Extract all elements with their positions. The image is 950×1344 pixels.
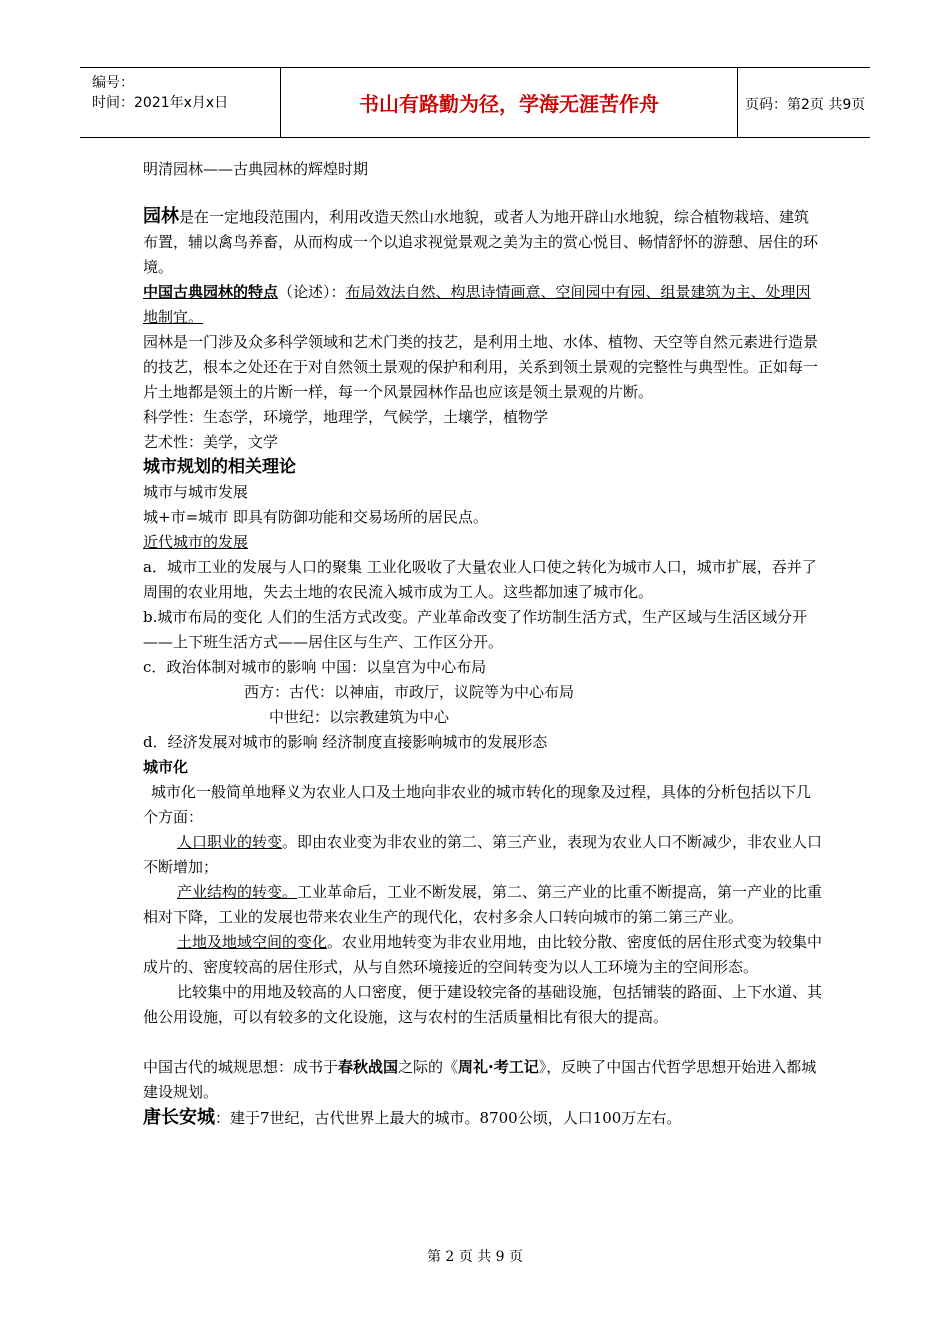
term-spring-autumn: 春秋战国 xyxy=(338,1058,399,1076)
paragraph-text: 。即由农业变为非农业的第二、第三产业，表现为农业人口不断减少，非农业人口不断增加； xyxy=(143,833,823,876)
paragraph-garden-definition xyxy=(143,204,823,280)
paragraph-city-development: 城市与城市发展 xyxy=(143,483,249,501)
heading-city-planning: 城市规划的相关理论 xyxy=(143,457,296,477)
paragraph-density: 比较集中的用地及较高的人口密度，便于建设较完备的基础设施，包括铺装的路面、上下水道、其他公用设施，可以有较多的文化设施，这与农村的生活质量相比有很大的提高。 xyxy=(143,983,823,1026)
paragraph-item-c: c．政治体制对城市的影响 中国：以皇宫为中心布局 xyxy=(143,658,487,676)
term-features: 中国古典园林的特点 xyxy=(143,283,279,301)
header-meta xyxy=(80,68,280,137)
paragraph-city-definition: 城+市=城市 即具有防御功能和交易场所的居民点。 xyxy=(143,508,488,526)
text-segment: 》，反映了中国古代哲学思想开始进入都城建设规划。 xyxy=(143,1058,817,1101)
note-text: （论述）： xyxy=(278,283,346,301)
text-segment: 中国古代的城规思想：成书于 xyxy=(143,1058,339,1076)
paragraph-west: 西方：古代：以神庙，市政厅，议院等为中心布局 xyxy=(244,683,575,701)
document-body xyxy=(143,157,823,1131)
term-occupation: 人口职业的转变 xyxy=(177,833,283,851)
paragraph-text: 。农业用地转变为非农业用地，由比较分散、密度低的居住形式变为较集中成片的、密度较高的居住形式，从与自然环境接近的空间转变为以人工环境为主的空间形态。 xyxy=(143,933,823,976)
paragraph-item-d: d．经济发展对城市的影响 经济制度直接影响城市的发展形态 xyxy=(143,733,548,751)
paragraph-medieval: 中世纪：以宗教建筑为中心 xyxy=(269,708,450,726)
features-text: 布局效法自然、构思诗情画意、空间园中有园、组景建筑为主、处理因地制宜。 xyxy=(143,283,811,326)
term-industry: 产业结构的转变。 xyxy=(177,883,298,901)
paragraph-text: 工业革命后，工业不断发展，第二、第三产业的比重不断提高，第一产业的比重相对下降，工业的发展也带来农业生产的现代化，农村多余人口转向城市的第二第三产业。 xyxy=(143,883,823,926)
paragraph-occupation xyxy=(143,830,823,880)
term-zhouli: 周礼·考工记 xyxy=(458,1058,539,1076)
term-land: 土地及地域空间的变化 xyxy=(177,933,328,951)
serial-label: 编号： xyxy=(92,75,134,91)
paragraph-land xyxy=(143,930,823,980)
term-changan: 唐长安城 xyxy=(143,1107,215,1128)
paragraph-ancient-planning xyxy=(143,1055,823,1105)
paragraph-industry xyxy=(143,880,823,930)
paragraph-changan xyxy=(143,1105,823,1131)
subheading-modern-city: 近代城市的发展 xyxy=(143,533,249,551)
paragraph-art: 艺术性：美学，文学 xyxy=(143,433,279,451)
header-page-number: 页码：第2页 共9页 xyxy=(745,97,866,113)
text-segment: 之际的《 xyxy=(398,1058,459,1076)
date-label: 时间：2021年x月x日 xyxy=(92,95,229,111)
paragraph-garden-features xyxy=(143,280,823,330)
paragraph-science: 科学性：生态学，环境学，地理学，气候学，土壤学，植物学 xyxy=(143,408,549,426)
paragraph-text: 是在一定地段范围内，利用改造天然山水地貌，或者人为地开辟山水地貌，综合植物栽培、建筑布置，辅以禽鸟养畜，从而构成一个以追求视觉景观之美为主的赏心悦目、畅情舒怀的游憩、居住的环境。 xyxy=(143,208,819,276)
page-footer: 第 2 页 共 9 页 xyxy=(426,1249,524,1265)
header-motto: 书山有路勤为径，学海无涯苦作舟 xyxy=(280,68,738,137)
paragraph-item-a: a．城市工业的发展与人口的聚集 工业化吸收了大量农业人口使之转化为城市人口，城市扩展，吞并了周围的农业用地，失去土地的农民流入城市成为工人。这些都加速了城市化。 xyxy=(143,558,817,601)
paragraph-item-b: b.城市布局的变化 人们的生活方式改变。产业革命改变了作坊制生活方式，生产区域与生活区域分开——上下班生活方式——居住区与生产、工作区分开。 xyxy=(143,608,808,651)
heading-urbanization: 城市化 xyxy=(143,758,189,776)
paragraph-garden-art: 园林是一门涉及众多科学领域和艺术门类的技艺，是利用土地、水体、植物、天空等自然元素进行造景的技艺，根本之处还在于对自然领土景观的保护和利用，关系到领土景观的完整性与典型性。正如每一片土地都是领土的片断一样，每一个风景园林作品也应该是领土景观的片断。 xyxy=(143,333,819,401)
page-header xyxy=(80,67,870,138)
doc-title: 明清园林——古典园林的辉煌时期 xyxy=(143,160,369,178)
paragraph-urbanization: 城市化一般简单地释义为农业人口及土地向非农业的城市转化的现象及过程，具体的分析包括以下几个方面： xyxy=(143,783,812,826)
paragraph-text: ：建于7世纪，古代世界上最大的城市。8700公顷，人口100万左右。 xyxy=(215,1109,682,1127)
term-garden: 园林 xyxy=(143,206,179,227)
